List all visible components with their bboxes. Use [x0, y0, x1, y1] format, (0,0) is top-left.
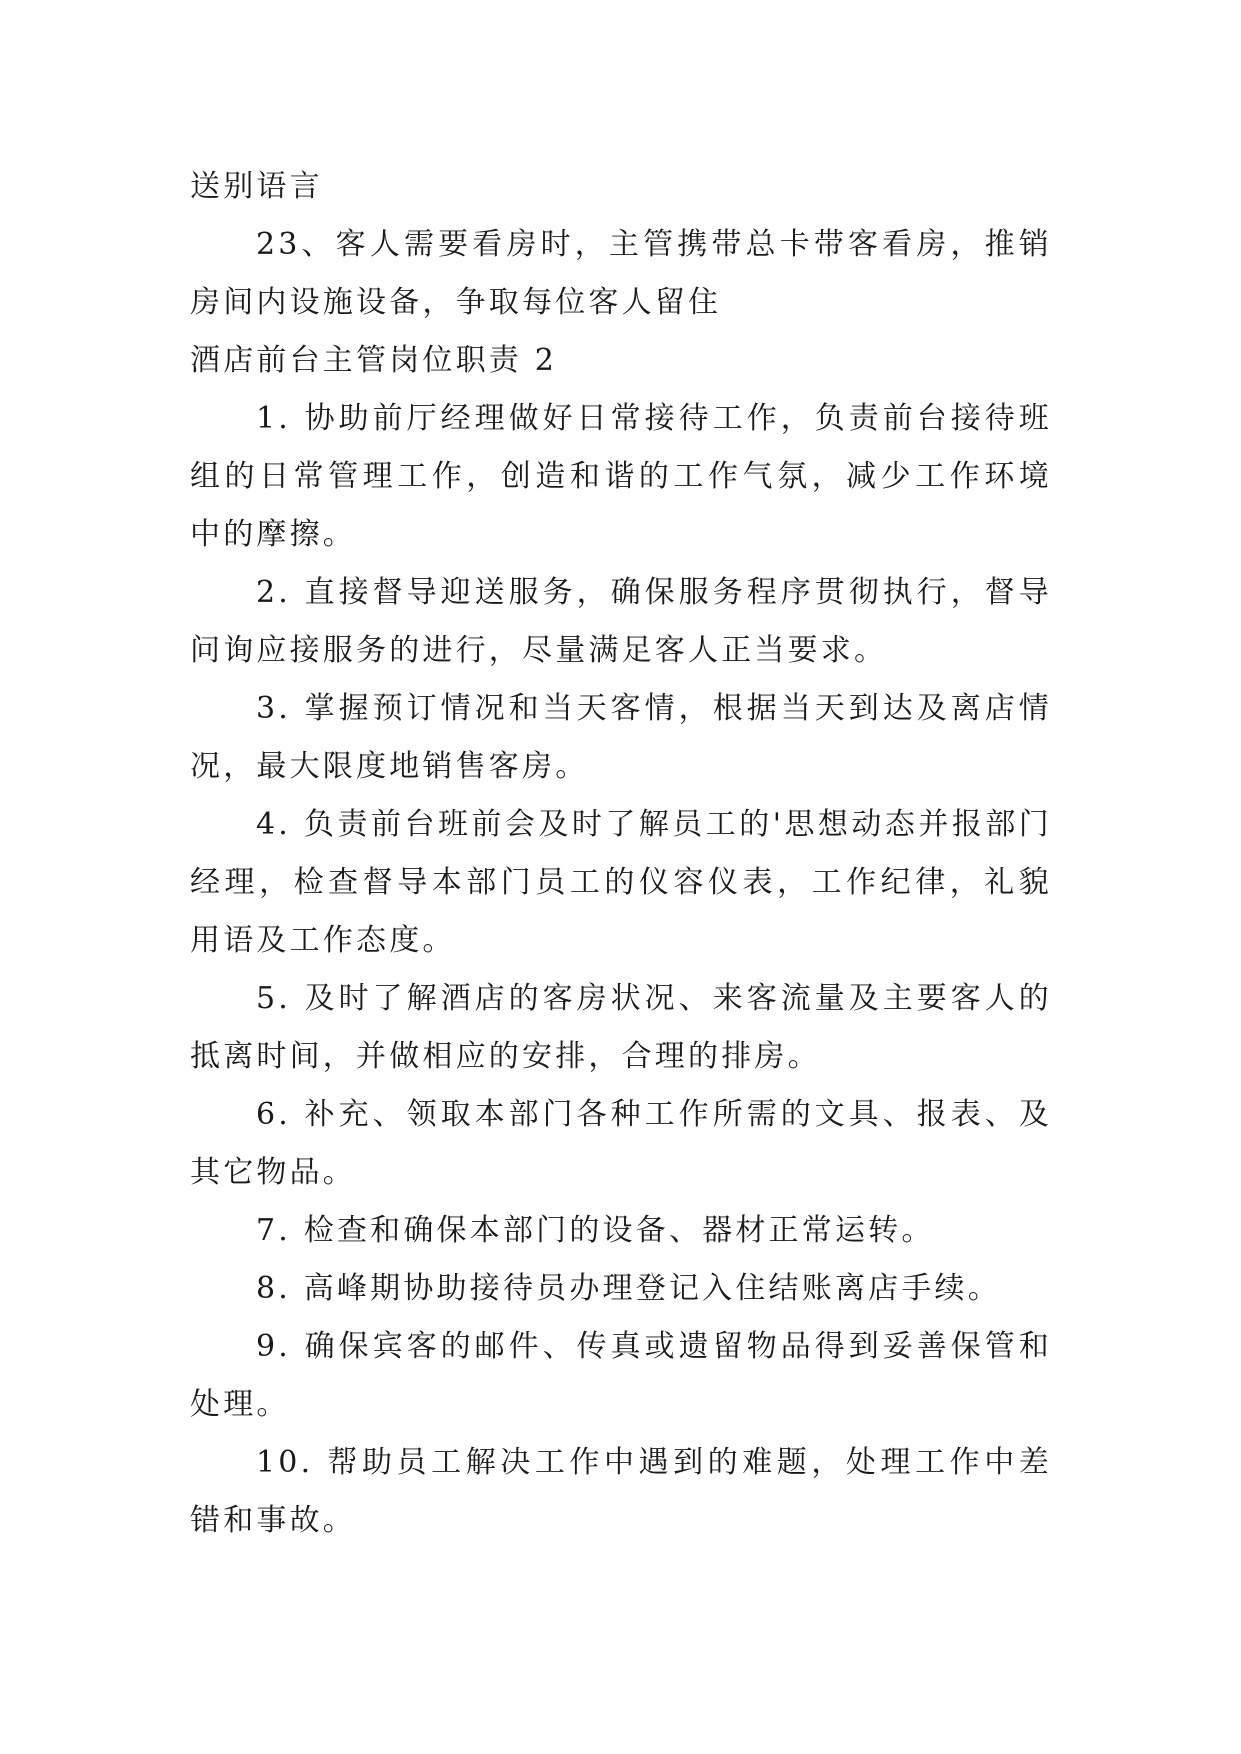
paragraph-item-10: 10. 帮助员工解决工作中遇到的难题，处理工作中差错和事故。	[190, 1445, 1052, 1538]
paragraph-item-3: 3. 掌握预订情况和当天客情，根据当天到达及离店情况，最大限度地销售客房。	[190, 691, 1052, 784]
document-body	[190, 158, 1052, 1550]
section-heading: 酒店前台主管岗位职责 2	[190, 343, 558, 378]
paragraph-closing-phrase: 送别语言	[190, 169, 323, 204]
paragraph-item-1: 1. 协助前厅经理做好日常接待工作，负责前台接待班组的日常管理工作，创造和谐的工作气氛，减少工作环境中的摩擦。	[190, 401, 1052, 552]
paragraph-item-8: 8. 高峰期协助接待员办理登记入住结账离店手续。	[256, 1271, 1001, 1306]
paragraph-item-2: 2. 直接督导迎送服务，确保服务程序贯彻执行，督导问询应接服务的进行，尽量满足客人正当要求。	[190, 575, 1052, 668]
paragraph-item-7: 7. 检查和确保本部门的设备、器材正常运转。	[256, 1213, 935, 1248]
paragraph-item-9: 9. 确保宾客的邮件、传真或遗留物品得到妥善保管和处理。	[190, 1329, 1052, 1422]
paragraph-item-6: 6. 补充、领取本部门各种工作所需的文具、报表、及其它物品。	[190, 1097, 1052, 1190]
paragraph-item-23: 23、客人需要看房时，主管携带总卡带客看房，推销房间内设施设备，争取每位客人留住	[190, 227, 1052, 320]
paragraph-item-4: 4. 负责前台班前会及时了解员工的'思想动态并报部门经理，检查督导本部门员工的仪容仪表，工作纪律，礼貌用语及工作态度。	[190, 807, 1052, 958]
paragraph-item-5: 5. 及时了解酒店的客房状况、来客流量及主要客人的抵离时间，并做相应的安排，合理的排房。	[190, 981, 1052, 1074]
